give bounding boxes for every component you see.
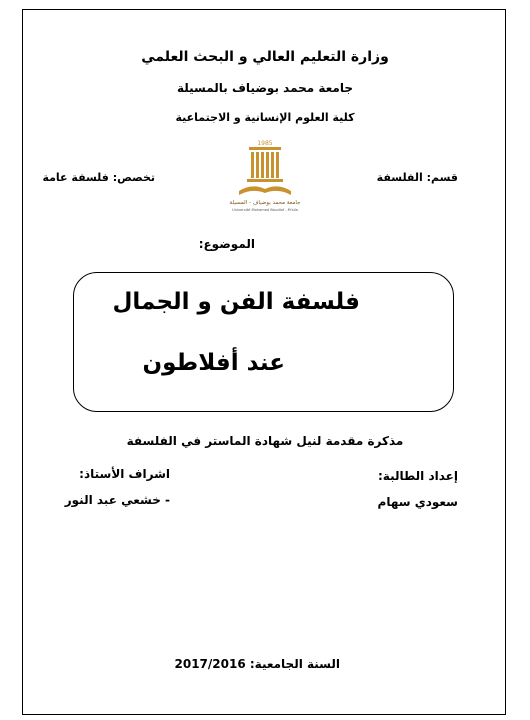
logo-year: 1985 — [257, 140, 273, 147]
thesis-title-line1: فلسفة الفن و الجمال — [112, 289, 360, 315]
prepared-by-label: إعداد الطالبة: — [378, 469, 458, 483]
logo-name-ar: جامعة محمد بوضياف - المسيلة — [229, 200, 301, 206]
university-name: جامعة محمد بوضياف بالمسيلة — [176, 81, 354, 95]
specialty-label: تخصص: فلسفة عامة — [42, 171, 155, 184]
ministry-name: وزارة التعليم العالي و البحث العلمي — [141, 49, 389, 65]
department-label: قسم: الفلسفة — [376, 171, 458, 184]
faculty-name: كلية العلوم الإنسانية و الاجتماعية — [175, 111, 355, 124]
logo-name-fr: Université Mohamed Boudiaf - M'sila — [232, 208, 298, 212]
student-name: سعودي سهام — [377, 495, 458, 509]
university-logo — [215, 133, 315, 215]
thesis-note: مذكرة مقدمة لنيل شهادة الماستر في الفلسفة — [126, 434, 404, 448]
subject-label: الموضوع: — [198, 237, 255, 251]
supervisor-name: - خشعي عبد النور — [64, 493, 170, 507]
thesis-title-line2: عند أفلاطون — [142, 350, 285, 376]
supervisor-label: اشراف الأستاذ: — [79, 467, 170, 481]
academic-year: السنة الجامعية: 2017/2016 — [174, 657, 340, 671]
